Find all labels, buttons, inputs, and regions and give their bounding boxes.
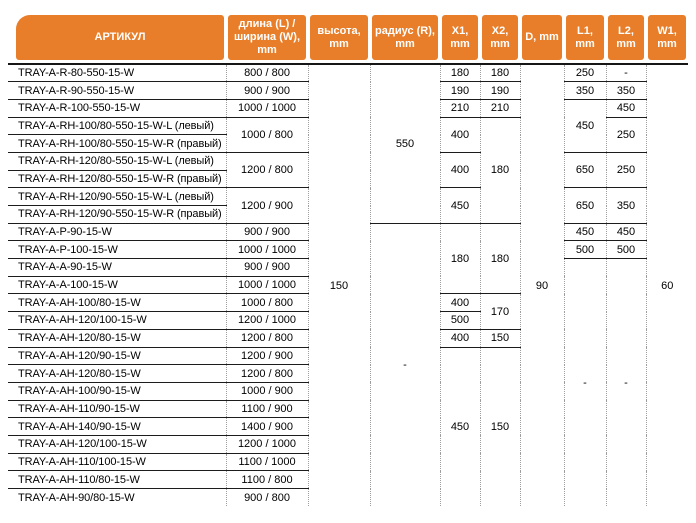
- value-cell-l1: 500: [564, 241, 606, 259]
- value-cell-l2: -: [606, 259, 646, 507]
- value-cell-dims: 1000 / 800: [226, 294, 308, 312]
- value-cell-l2: 350: [606, 188, 646, 223]
- article-cell: TRAY-A-RH-120/90-550-15-W-L (левый): [8, 188, 226, 206]
- value-cell-l2: 350: [606, 82, 646, 100]
- article-cell: TRAY-A-RH-100/80-550-15-W-R (правый): [8, 135, 226, 153]
- value-cell-x1: 450: [440, 188, 480, 223]
- value-cell-l1: 450: [564, 223, 606, 241]
- value-cell-dims: 900 / 900: [226, 259, 308, 277]
- value-cell-d: 90: [520, 64, 564, 506]
- column-header-w1: [646, 14, 688, 64]
- article-cell: TRAY-A-AH-90/80-15-W: [8, 489, 226, 507]
- value-cell-x2: 150: [480, 329, 520, 347]
- article-cell: TRAY-A-AH-120/100-15-W: [8, 312, 226, 330]
- article-cell: TRAY-A-P-90-15-W: [8, 223, 226, 241]
- value-cell-x1: 400: [440, 329, 480, 347]
- table-body: [8, 64, 688, 506]
- value-cell-x1: 210: [440, 99, 480, 117]
- value-cell-dims: 1200 / 1000: [226, 435, 308, 453]
- value-cell-dims: 1200 / 800: [226, 329, 308, 347]
- article-cell: TRAY-A-R-90-550-15-W: [8, 82, 226, 100]
- value-cell-x2: 190: [480, 82, 520, 100]
- value-cell-x1: 190: [440, 82, 480, 100]
- value-cell-dims: 1000 / 1000: [226, 241, 308, 259]
- value-cell-dims: 1200 / 900: [226, 347, 308, 365]
- article-cell: TRAY-A-RH-100/80-550-15-W-L (левый): [8, 117, 226, 135]
- value-cell-radius: -: [370, 223, 440, 506]
- value-cell-dims: 1000 / 1000: [226, 99, 308, 117]
- column-header-label-x1: X1, mm: [442, 15, 478, 60]
- value-cell-x2: 180: [480, 223, 520, 294]
- article-cell: TRAY-A-AH-100/80-15-W: [8, 294, 226, 312]
- value-cell-x1: 400: [440, 117, 480, 152]
- column-header-article: [8, 14, 226, 64]
- article-cell: TRAY-A-AH-100/90-15-W: [8, 382, 226, 400]
- column-header-l1: [564, 14, 606, 64]
- value-cell-x1: 180: [440, 223, 480, 294]
- value-cell-x2: 150: [480, 347, 520, 506]
- value-cell-dims: 900 / 800: [226, 489, 308, 507]
- value-cell-l1: 250: [564, 64, 606, 82]
- value-cell-x1: 400: [440, 294, 480, 312]
- value-cell-dims: 900 / 900: [226, 82, 308, 100]
- article-cell: TRAY-A-AH-120/80-15-W: [8, 365, 226, 383]
- article-cell: TRAY-A-P-100-15-W: [8, 241, 226, 259]
- column-header-dims: [226, 14, 308, 64]
- column-header-label-l1: L1, mm: [566, 15, 604, 60]
- value-cell-radius: 550: [370, 64, 440, 223]
- article-cell: TRAY-A-AH-120/80-15-W: [8, 329, 226, 347]
- value-cell-dims: 1000 / 1000: [226, 276, 308, 294]
- value-cell-l2: 450: [606, 223, 646, 241]
- value-cell-x2: 180: [480, 117, 520, 223]
- article-cell: TRAY-A-RH-120/80-550-15-W-R (правый): [8, 170, 226, 188]
- column-header-label-l2: L2, mm: [608, 15, 644, 60]
- spec-table: [8, 14, 688, 506]
- column-header-label-dims: длина (L) / ширина (W), mm: [228, 15, 306, 60]
- value-cell-l2: -: [606, 64, 646, 82]
- value-cell-height: 150: [308, 64, 370, 506]
- article-cell: TRAY-A-AH-120/90-15-W: [8, 347, 226, 365]
- value-cell-dims: 1100 / 1000: [226, 453, 308, 471]
- table-header-row: [8, 14, 688, 64]
- article-cell: TRAY-A-AH-110/90-15-W: [8, 400, 226, 418]
- value-cell-x1: 180: [440, 64, 480, 82]
- value-cell-dims: 1100 / 900: [226, 400, 308, 418]
- column-header-radius: [370, 14, 440, 64]
- catalog-spec-page: [8, 14, 690, 506]
- value-cell-l2: 450: [606, 99, 646, 117]
- value-cell-l1: 350: [564, 82, 606, 100]
- value-cell-dims: 1200 / 900: [226, 188, 308, 223]
- value-cell-x2: 180: [480, 64, 520, 82]
- column-header-label-x2: X2, mm: [482, 15, 518, 60]
- value-cell-dims: 1100 / 800: [226, 471, 308, 489]
- value-cell-l1: 450: [564, 99, 606, 152]
- value-cell-w1: 60: [646, 64, 688, 506]
- value-cell-dims: 1200 / 1000: [226, 312, 308, 330]
- article-cell: TRAY-A-A-100-15-W: [8, 276, 226, 294]
- table-row: [8, 64, 688, 82]
- article-cell: TRAY-A-R-80-550-15-W: [8, 64, 226, 82]
- column-header-x2: [480, 14, 520, 64]
- article-cell: TRAY-A-RH-120/90-550-15-W-R (правый): [8, 206, 226, 224]
- column-header-label-article: АРТИКУЛ: [16, 15, 224, 60]
- value-cell-l2: 500: [606, 241, 646, 259]
- value-cell-l1: -: [564, 259, 606, 507]
- column-header-d: [520, 14, 564, 64]
- article-cell: TRAY-A-RH-120/80-550-15-W-L (левый): [8, 152, 226, 170]
- article-cell: TRAY-A-A-90-15-W: [8, 259, 226, 277]
- value-cell-x1: 450: [440, 347, 480, 506]
- value-cell-dims: 1200 / 800: [226, 152, 308, 187]
- value-cell-x1: 500: [440, 312, 480, 330]
- column-header-x1: [440, 14, 480, 64]
- article-cell: TRAY-A-AH-120/100-15-W: [8, 435, 226, 453]
- value-cell-x2: 210: [480, 99, 520, 117]
- article-cell: TRAY-A-AH-110/80-15-W: [8, 471, 226, 489]
- value-cell-x2: 170: [480, 294, 520, 329]
- value-cell-dims: 1400 / 900: [226, 418, 308, 436]
- value-cell-dims: 1200 / 800: [226, 365, 308, 383]
- column-header-label-d: D, mm: [522, 15, 562, 60]
- article-cell: TRAY-A-AH-110/100-15-W: [8, 453, 226, 471]
- column-header-label-w1: W1, mm: [648, 15, 686, 60]
- value-cell-dims: 1000 / 800: [226, 117, 308, 152]
- column-header-height: [308, 14, 370, 64]
- column-header-label-height: высота, mm: [310, 15, 368, 60]
- value-cell-dims: 1000 / 900: [226, 382, 308, 400]
- value-cell-l1: 650: [564, 188, 606, 223]
- column-header-l2: [606, 14, 646, 64]
- article-cell: TRAY-A-R-100-550-15-W: [8, 99, 226, 117]
- value-cell-dims: 900 / 900: [226, 223, 308, 241]
- value-cell-l1: 650: [564, 152, 606, 187]
- article-cell: TRAY-A-AH-140/90-15-W: [8, 418, 226, 436]
- value-cell-dims: 800 / 800: [226, 64, 308, 82]
- column-header-label-radius: радиус (R), mm: [372, 15, 438, 60]
- value-cell-l2: 250: [606, 117, 646, 152]
- value-cell-x1: 400: [440, 152, 480, 187]
- value-cell-l2: 250: [606, 152, 646, 187]
